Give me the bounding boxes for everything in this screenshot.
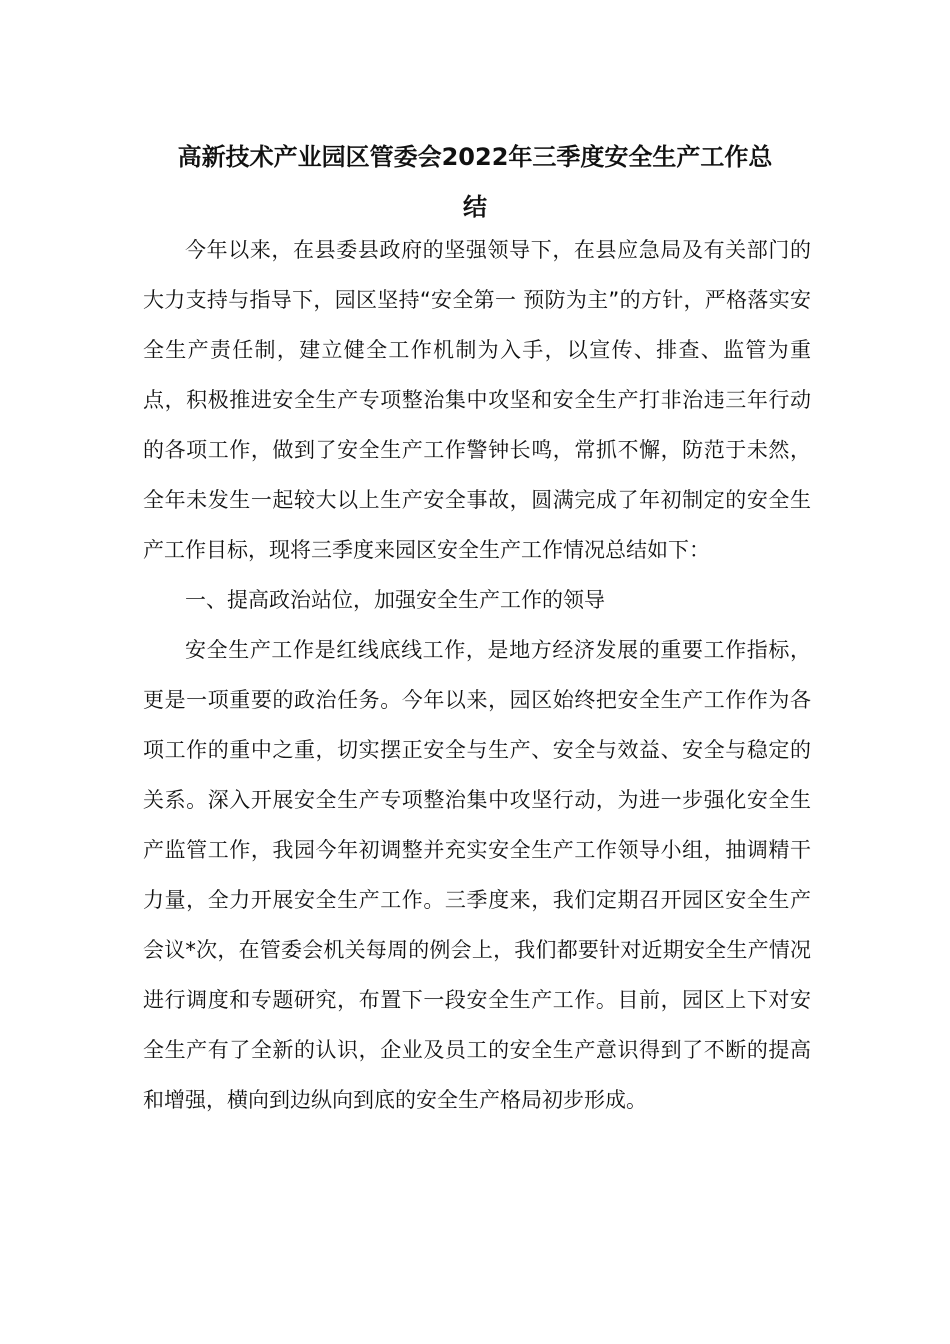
title-line-1: 高新技术产业园区管委会2022年三季度安全生产工作总 <box>177 143 773 171</box>
document-body <box>143 225 811 1125</box>
paragraph-section-1: 安全生产工作是红线底线工作，是地方经济发展的重要工作指标，更是一项重要的政治任务。今年以来，园区始终把安全生产工作作为各项工作的重中之重，切实摆正安全与生产、安全与效益、安全与稳定的关系。深入开展安全生产专项整治集中攻坚行动，为进一步强化安全生产监管工作，我园今年初调整并充实安全生产工作领导小组，抽调精干力量，全力开展安全生产工作。三季度来，我们定期召开园区安全生产会议*次，在管委会机关每周的例会上，我们都要针对近期安全生产情况进行调度和专题研究，布置下一段安全生产工作。目前，园区上下对安全生产有了全新的认识，企业及员工的安全生产意识得到了不断的提高和增强，横向到边纵向到底的安全生产格局初步形成。 <box>143 638 811 1112</box>
title-line-2: 结 <box>463 193 487 221</box>
paragraph-intro: 今年以来，在县委县政府的坚强领导下，在县应急局及有关部门的大力支持与指导下，园区坚持“安全第一 预防为主”的方针，严格落实安全生产责任制，建立健全工作机制为入手，以宣传、排查、监管为重点，积极推进安全生产专项整治集中攻坚和安全生产打非治违三年行动的各项工作，做到了安全生产工作警钟长鸣，常抓不懈，防范于未然，全年未发生一起较大以上生产安全事故，圆满完成了年初制定的安全生产工作目标，现将三季度来园区安全生产工作情况总结如下： <box>143 238 811 562</box>
section-heading-1: 一、提高政治站位，加强安全生产工作的领导 <box>185 588 605 612</box>
document-title <box>130 132 820 232</box>
